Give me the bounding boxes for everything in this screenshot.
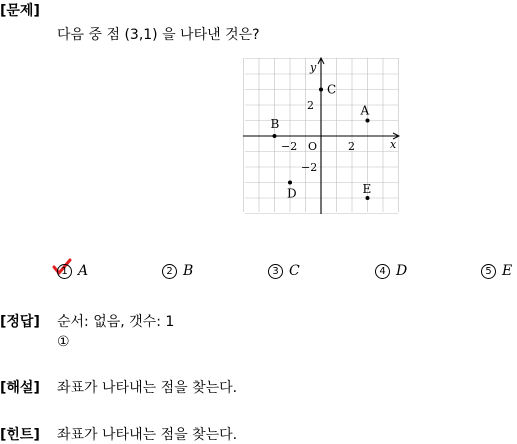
explanation-text: 좌표가 나타내는 점을 찾는다. [57, 380, 238, 396]
choice-1[interactable] [57, 263, 88, 279]
choice-label: D [396, 263, 408, 279]
question-text: 다음 중 점 (3,1) 을 나타낸 것은? [57, 27, 260, 43]
choice-number: 4 [375, 264, 390, 279]
tick-label: 2 [348, 140, 355, 153]
hint-heading: [힌트] [0, 427, 40, 443]
choice-label: C [289, 263, 300, 279]
choice-number: 2 [162, 264, 177, 279]
choice-number: 5 [481, 264, 496, 279]
choice-5[interactable] [481, 263, 512, 279]
graph-axes [243, 58, 399, 214]
point-label-C: C [327, 82, 337, 97]
answer-meta: 순서: 없음, 갯수: 1 [57, 314, 175, 330]
point-E [366, 196, 370, 200]
choice-number: 1 [57, 264, 72, 279]
choice-label: A [78, 263, 89, 279]
tick-label: 2 [307, 99, 314, 112]
coordinate-graph [243, 56, 400, 214]
point-label-A: A [360, 103, 370, 118]
tick-label: −2 [281, 140, 298, 153]
choice-3[interactable] [268, 263, 300, 279]
point-label-B: B [270, 117, 280, 131]
explanation-heading: [해설] [0, 380, 40, 396]
y-axis-label: y [310, 61, 317, 74]
x-axis-label: x [390, 138, 397, 151]
point-C [319, 88, 323, 92]
point-label-E: E [362, 182, 372, 196]
answer-heading: [정답] [0, 314, 40, 330]
point-D [288, 181, 292, 185]
choice-label: B [183, 263, 194, 279]
choice-number: 3 [268, 264, 283, 279]
point-B [273, 134, 277, 138]
choice-2[interactable] [162, 263, 193, 279]
origin-label: O [308, 140, 318, 153]
answer-value: ① [57, 334, 70, 350]
graph-ticks [281, 61, 397, 174]
choice-label: E [502, 263, 513, 279]
choice-4[interactable] [375, 263, 407, 279]
problem-heading: [문제] [0, 3, 40, 19]
tick-label: −2 [301, 161, 318, 174]
point-A [366, 119, 370, 123]
hint-text: 좌표가 나타내는 점을 찾는다. [57, 427, 238, 443]
point-label-D: D [287, 186, 297, 201]
